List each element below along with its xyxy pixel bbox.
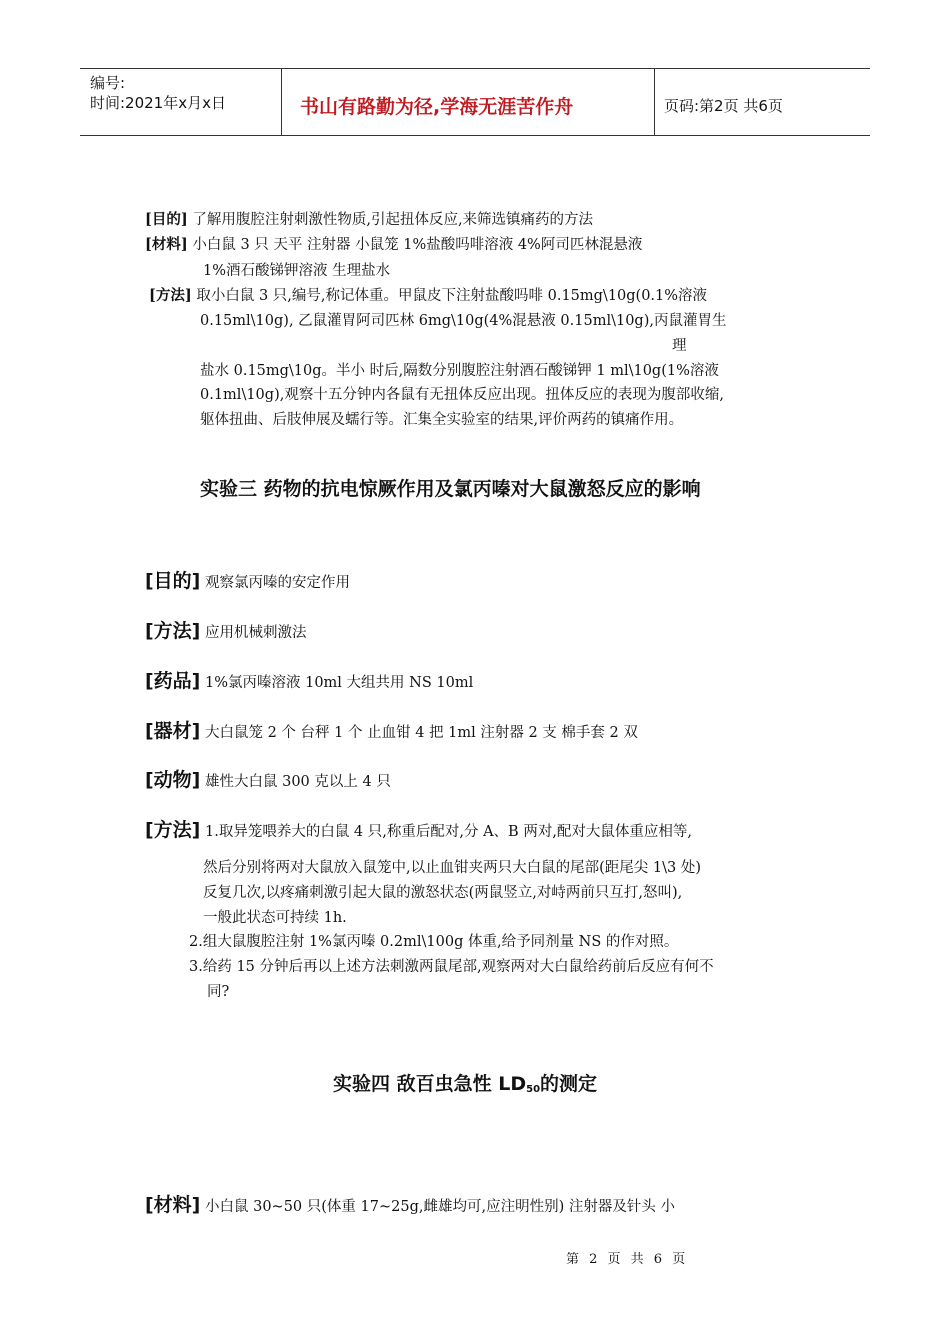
header-motto: 书山有路勤为径,学海无涯苦作舟 [300, 96, 574, 118]
exp2-purpose-label: [目的] [145, 211, 188, 228]
exp3-equip-label: [器材] [145, 720, 201, 742]
exp2-method-line2: 0.15ml\10g), 乙鼠灌胃阿司匹林 6mg\10g(4%混悬液 0.15ml\10g),丙鼠灌胃生 [200, 313, 727, 329]
exp3-proc-line3: 反复几次,以疼痛刺激引起大鼠的激怒状态(两鼠竖立,对峙两前只互打,怒叫), [203, 885, 683, 901]
exp2-materials-text1: 小白鼠 3 只 天平 注射器 小鼠笼 1%盐酸吗啡溶液 4%阿司匹林混悬液 [192, 237, 643, 253]
exp3-title: 实验三 药物的抗电惊厥作用及氯丙嗪对大鼠激怒反应的影响 [200, 478, 701, 500]
exp3-proc-line6: 3.给药 15 分钟后再以上述方法刺激两鼠尾部,观察两对大白鼠给药前后反应有何不 [189, 959, 714, 975]
exp2-method-line4: 0.1ml\10g),观察十五分钟内各鼠有无扭体反应出现。扭体反应的表现为腹部收缩, [200, 387, 724, 403]
exp2-method-text1: 取小白鼠 3 只,编号,称记体重。甲鼠皮下注射盐酸吗啡 0.15mg\10g(0.1%溶液 [196, 288, 708, 304]
exp3-proc-line2: 然后分别将两对大鼠放入鼠笼中,以止血钳夹两只大白鼠的尾部(距尾尖 1\3 处) [203, 860, 701, 876]
exp4-title-tail: 的测定 [540, 1073, 598, 1095]
exp3-proc-line5: 2.组大鼠腹腔注射 1%氯丙嗪 0.2ml\100g 体重,给予同剂量 NS 的作对照。 [189, 934, 679, 950]
exp3-purpose-line [145, 572, 350, 591]
exp2-method-line1 [149, 289, 707, 304]
footer-page-number: 第 2 页 共 6 页 [566, 1252, 689, 1267]
exp3-proc-text1: 1.取异笼喂养大的白鼠 4 只,称重后配对,分 A、B 两对,配对大鼠体重应相等, [204, 824, 693, 840]
exp4-title-main: 实验四 敌百虫急性 LD [333, 1073, 527, 1095]
exp2-materials-line1 [145, 238, 642, 253]
exp3-equip-text: 大白鼠笼 2 个 台秤 1 个 止血钳 4 把 1ml 注射器 2 支 棉手套 2 双 [204, 725, 638, 741]
exp3-method-text: 应用机械刺激法 [204, 625, 307, 641]
exp3-method-line [145, 622, 306, 641]
exp2-materials-line2: 1%酒石酸锑钾溶液 生理盐水 [203, 263, 391, 279]
header-top-border [80, 68, 870, 69]
exp3-proc-line7: 同? [207, 984, 230, 1000]
exp2-method-label: [方法] [149, 287, 192, 304]
exp2-materials-label: [材料] [145, 236, 188, 253]
header-number-label: 编号: [90, 74, 126, 92]
exp3-drug-line [145, 672, 473, 691]
exp3-proc-label: [方法] [145, 819, 201, 841]
exp3-animal-label: [动物] [145, 769, 201, 791]
exp3-drug-label: [药品] [145, 670, 201, 692]
exp3-animal-text: 雄性大白鼠 300 克以上 4 只 [204, 774, 391, 790]
exp4-materials-line [145, 1196, 675, 1215]
exp3-method-label: [方法] [145, 620, 201, 642]
exp3-drug-text: 1%氯丙嗪溶液 10ml 大组共用 NS 10ml [204, 675, 474, 691]
exp3-proc-line4: 一般此状态可持续 1h. [203, 910, 347, 926]
exp4-materials-label: [材料] [145, 1194, 201, 1216]
exp2-method-line2b: 理 [672, 338, 687, 354]
exp4-title [333, 1069, 597, 1096]
header-divider-right [654, 68, 655, 136]
exp3-animal-line [145, 771, 391, 790]
header-time-label: 时间:2021年x月x日 [90, 94, 226, 112]
exp2-purpose-line [145, 213, 593, 228]
exp2-purpose-text: 了解用腹腔注射刺激性物质,引起扭体反应,来筛选镇痛药的方法 [192, 212, 594, 228]
header-bottom-border [80, 135, 870, 136]
exp3-purpose-label: [目的] [145, 570, 201, 592]
exp2-method-line3: 盐水 0.15mg\10g。半小 时后,隔数分别腹腔注射酒石酸锑钾 1 ml\10g(1%溶液 [200, 363, 719, 379]
header-divider-left [281, 68, 282, 136]
exp2-method-line5: 躯体扭曲、后肢伸展及蠕行等。汇集全实验室的结果,评价两药的镇痛作用。 [200, 412, 684, 428]
exp4-materials-text: 小白鼠 30~50 只(体重 17~25g,雌雄均可,应注明性别) 注射器及针头 小 [204, 1199, 675, 1215]
header-page-info: 页码:第2页 共6页 [664, 97, 783, 115]
exp3-purpose-text: 观察氯丙嗪的安定作用 [204, 575, 350, 591]
exp3-equip-line [145, 722, 638, 741]
exp3-proc-line1 [145, 821, 692, 840]
exp4-title-subscript: 50 [526, 1084, 541, 1095]
